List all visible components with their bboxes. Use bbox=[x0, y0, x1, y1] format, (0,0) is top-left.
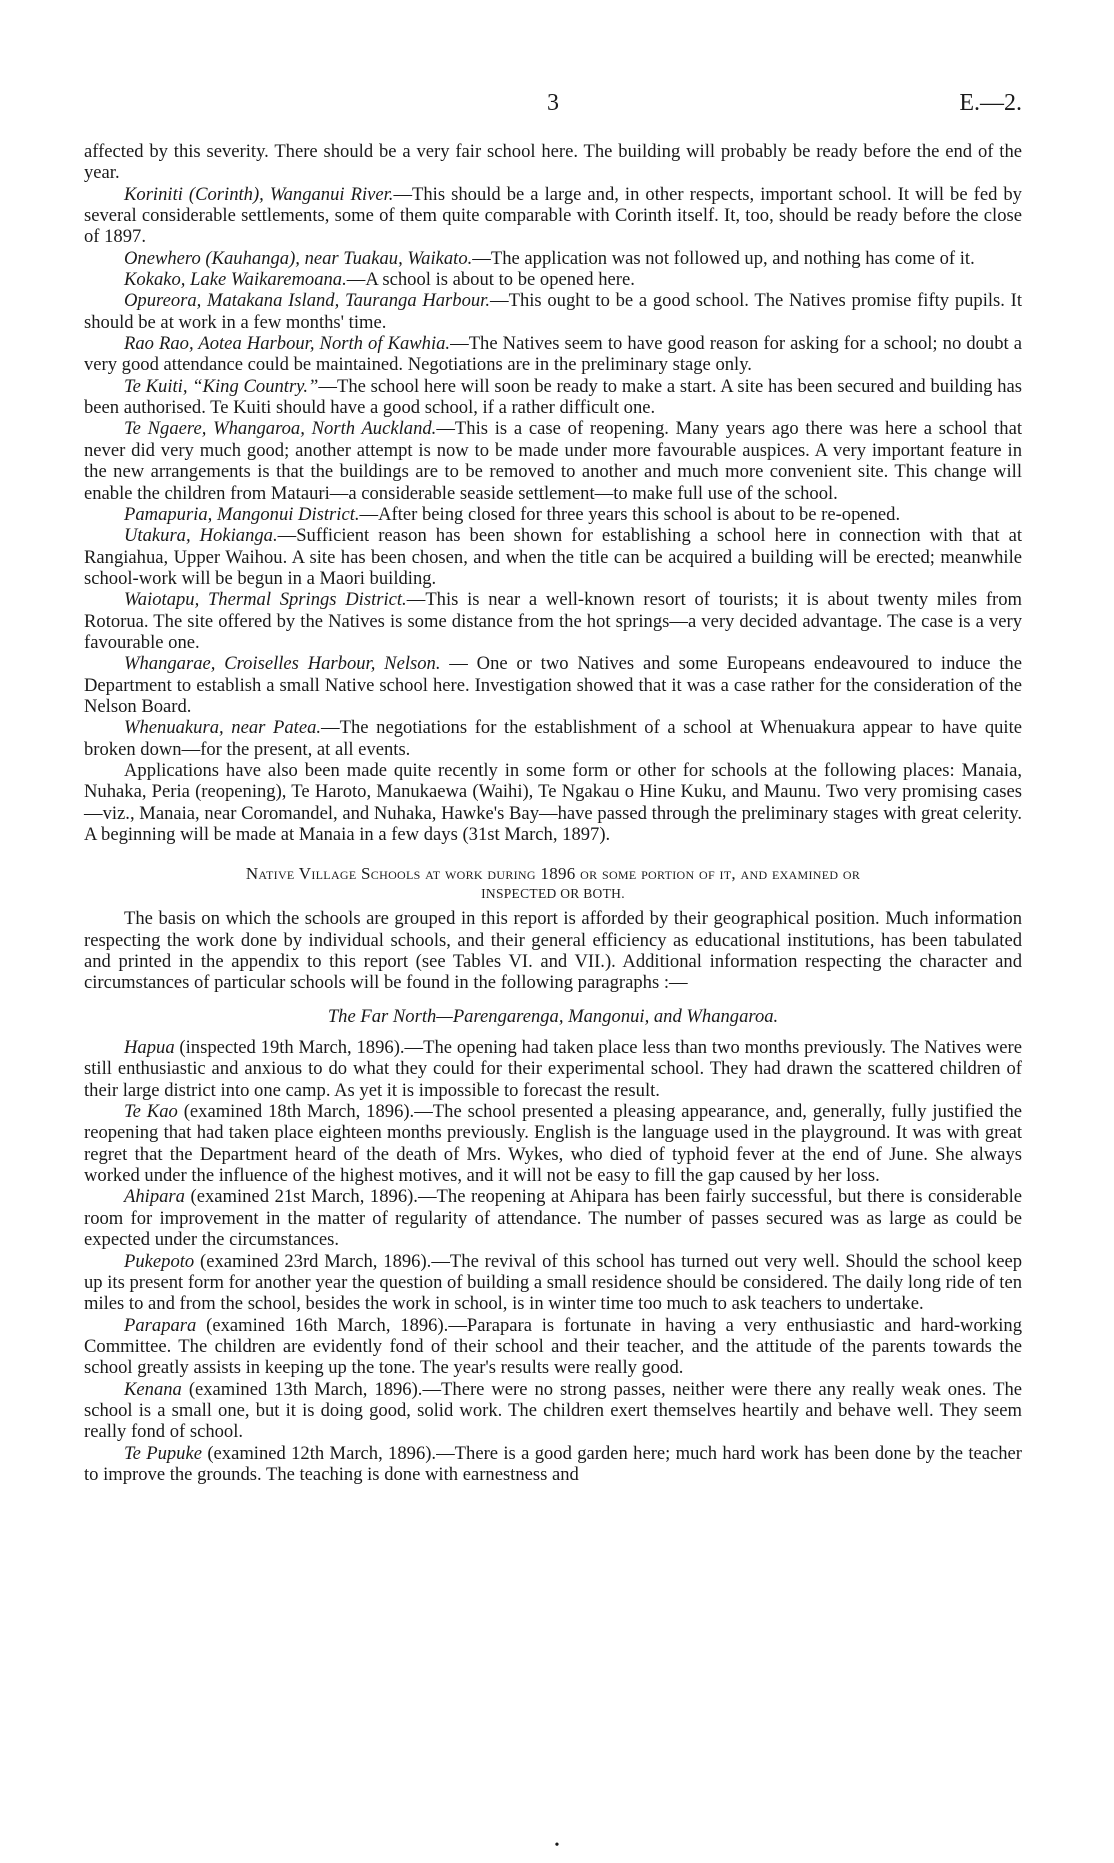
footer-mark: • bbox=[554, 1838, 560, 1853]
list-item bbox=[84, 525, 1022, 589]
school-place-name: Whangarae, Croiselles Harbour, Nelson. bbox=[124, 653, 441, 675]
school-description: —After being closed for three years this school is about to be re-opened. bbox=[359, 503, 901, 525]
school-place-name: Kokako, Lake Waikaremoana. bbox=[124, 269, 347, 291]
document-reference: E.—2. bbox=[959, 90, 1022, 116]
school-description: —This ought to be a good school. The Natives promise fifty pupils. It should be at work in a few months' time. bbox=[84, 290, 1022, 333]
school-place-name: Opureora, Matakana Island, Tauranga Harbour. bbox=[124, 290, 491, 312]
school-description: —Sufficient reason has been shown for establishing a school here in connection with that at Rangiahua, Upper Waihou. A site has been chosen, and when the title can be acquired a building will be erected; meanwhile school-work will be begun in a Maori building. bbox=[84, 525, 1023, 589]
proposed-schools-list bbox=[84, 184, 1022, 760]
school-report: (examined 12th March, 1896).—There is a good garden here; much hard work has been done by the teacher to improve the grounds. The teaching is done with earnestness and bbox=[84, 1442, 1022, 1485]
school-description: —The application was not followed up, and nothing has come of it. bbox=[472, 247, 975, 269]
list-item bbox=[84, 376, 1022, 419]
section-heading-line-2: INSPECTED OR BOTH. bbox=[481, 886, 625, 902]
list-item bbox=[84, 1251, 1022, 1315]
list-item bbox=[84, 290, 1022, 333]
list-item bbox=[84, 653, 1022, 717]
school-place-name: Rao Rao, Aotea Harbour, North of Kawhia. bbox=[124, 333, 451, 355]
school-place-name: Waiotapu, Thermal Springs District. bbox=[124, 589, 407, 611]
list-item bbox=[84, 1186, 1022, 1250]
school-reports-list bbox=[84, 1037, 1022, 1485]
section-heading-line-1 bbox=[84, 864, 1022, 884]
school-name: Kenana bbox=[124, 1378, 182, 1400]
list-item bbox=[84, 1037, 1022, 1101]
school-report: (examined 13th March, 1896).—There were no strong passes, neither were there any really weak ones. The school is a small one, but it is doing good, solid work. The children exert themselves heartily and behave well. They seem really fond of school. bbox=[84, 1378, 1022, 1443]
list-item bbox=[84, 589, 1022, 653]
page-number: 3 bbox=[547, 90, 559, 116]
school-description: —The Natives seem to have good reason for asking for a school; no doubt a very good attendance could be maintained. Negotiations are in the preliminary stage only. bbox=[84, 333, 1022, 376]
list-item bbox=[84, 504, 1022, 525]
school-place-name: Te Kuiti, “King Country.” bbox=[124, 375, 319, 397]
school-name: Hapua bbox=[124, 1037, 175, 1059]
list-item bbox=[84, 1315, 1022, 1379]
school-report: (inspected 19th March, 1896).—The opening had taken place less than two months previously. The Natives were still enthusiastic and anxious to do what they could for their experimental school. They had drawn the scattered children of their large district into one camp. As yet it is impossible to forecast the result. bbox=[84, 1037, 1022, 1101]
list-item bbox=[84, 269, 1022, 290]
continued-paragraph: affected by this severity. There should be a very fair school here. The building will probably be ready before the end of the year. bbox=[84, 141, 1022, 184]
list-item bbox=[84, 717, 1022, 760]
school-description: —The school here will soon be ready to make a start. A site has been secured and building has been authorised. Te Kuiti should have a good school, if a rather difficult one. bbox=[84, 375, 1022, 419]
list-item bbox=[84, 184, 1022, 248]
applications-paragraph: Applications have also been made quite recently in some form or other for schools at the following places: Manaia, Nuhaka, Peria (reopening), Te Haroto, Manukaewa (Waihi), Te Ngakau o Hine Kuku, and Maunu. Two very promising cases—viz., Manaia, near Coromandel, and Nuhaka, Hawke's Bay—have passed through the preliminary stages with great celerity. A beginning will be made at Manaia in a few days (31st March, 1897). bbox=[84, 759, 1022, 845]
school-report: (examined 21st March, 1896).—The reopening at Ahipara has been fairly successful, but there is considerable room for improvement in the matter of regularity of attendance. The number of passes secured was as large as could be expected under the circumstances. bbox=[84, 1186, 1022, 1251]
school-description: —This is near a well-known resort of tourists; it is about twenty miles from Rotorua. The site offered by the Natives is some distance from the hot springs—a very decided advantage. The case is a very favourable one. bbox=[84, 589, 1023, 653]
school-place-name: Pamapuria, Mangonui District. bbox=[124, 503, 360, 525]
school-place-name: Onewhero (Kauhanga), near Tuakau, Waikato. bbox=[124, 247, 473, 269]
school-place-name: Te Ngaere, Whangaroa, North Auckland. bbox=[124, 418, 437, 440]
school-description: —The negotiations for the establishment of a school at Whenuakura appear to have quite broken down—for the present, at all events. bbox=[84, 717, 1023, 760]
section-intro-paragraph: The basis on which the schools are grouped in this report is afforded by their geographical position. Much information respecting the work done by individual schools, and their general efficiency as educational institutions, has been tabulated and printed in the appendix to this report (see Tables VI. and VII.). Additional information respecting the character and circumstances of particular schools will be found in the following paragraphs :— bbox=[84, 908, 1022, 994]
school-description: — One or two Natives and some Europeans endeavoured to induce the Department to establish a small Native school here. Investigation showed that it was a case rather for the consideration of the Nelson Board. bbox=[84, 653, 1022, 717]
school-name: Pukepoto bbox=[124, 1250, 195, 1272]
list-item bbox=[84, 1443, 1022, 1486]
list-item bbox=[84, 1379, 1022, 1443]
list-item bbox=[84, 1101, 1022, 1186]
school-place-name: Utakura, Hokianga. bbox=[124, 525, 278, 547]
school-name: Parapara bbox=[124, 1314, 197, 1336]
school-place-name: Koriniti (Corinth), Wanganui River. bbox=[124, 183, 394, 205]
heading-text: Native Village Schools at work during 1896 or some portion of it, and examined or bbox=[245, 864, 861, 884]
school-place-name: Whenuakura, near Patea. bbox=[124, 717, 322, 739]
page-header bbox=[84, 88, 1022, 118]
school-report: (examined 18th March, 1896).—The school presented a pleasing appearance, and, generally, fully justified the reopening that had taken place eighteen months previously. English is the language used in the playground. It was with great regret that the Department heard of the death of Mrs. Wykes, who died of typhoid fever at the end of June. She always worked under the influence of the highest motives, and it will not be easy to fill the gap caused by her loss. bbox=[84, 1101, 1023, 1187]
list-item bbox=[84, 333, 1022, 376]
school-description: —This is a case of reopening. Many years ago there was here a school that never did very much good; another attempt is now to be made under more favourable auspices. A very important feature in the new arrangements is that the buildings are to be removed to another and much more convenient site. This change will enable the children from Matauri—a considerable seaside settlement—to make full use of the school. bbox=[84, 418, 1022, 504]
school-name: Ahipara bbox=[124, 1186, 185, 1208]
list-item bbox=[84, 248, 1022, 269]
school-name: Te Pupuke bbox=[124, 1442, 202, 1464]
school-description: —This should be a large and, in other respects, important school. It will be fed by several considerable settlements, some of them quite comparable with Corinth itself. It, too, should be ready before the close of 1897. bbox=[84, 183, 1022, 248]
school-report: (examined 23rd March, 1896).—The revival of this school has turned out very well. Should the school keep up its present form for another year the question of building a small residence should be considered. The daily long ride of ten miles to and from the school, besides the work in school, is in winter time too much to ask teachers to undertake. bbox=[84, 1250, 1022, 1315]
subsection-title: The Far North—Parengarenga, Mangonui, and Whangaroa. bbox=[327, 1005, 779, 1027]
school-report: (examined 16th March, 1896).—Parapara is fortunate in having a very enthusiastic and hard-working Committee. The children are evidently fond of their school and their teacher, and the attitude of the parents towards the school greatly assists in keeping up the tone. The year's results were really good. bbox=[84, 1314, 1022, 1379]
school-description: —A school is about to be opened here. bbox=[346, 269, 635, 291]
school-name: Te Kao bbox=[124, 1101, 178, 1123]
section-heading bbox=[84, 864, 1022, 904]
body-text bbox=[84, 141, 1022, 1485]
list-item bbox=[84, 418, 1022, 503]
